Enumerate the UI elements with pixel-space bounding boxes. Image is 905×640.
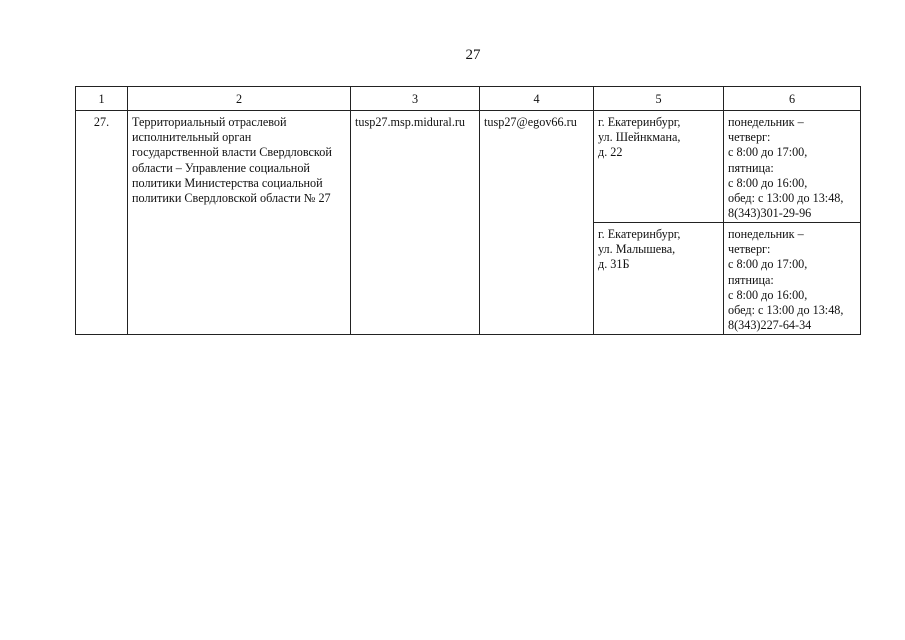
- column-header-2: 2: [128, 87, 351, 111]
- website-cell: tusp27.msp.midural.ru: [351, 111, 480, 335]
- organization-name: Территориальный отраслевой исполнительный орган государственной власти Свердловской области – Управление социальной политики Министерства социальной политики Свердловской области № 27: [128, 111, 351, 335]
- column-header-4: 4: [480, 87, 594, 111]
- schedule-cell-1: понедельник – четверг: с 8:00 до 17:00, пятница: с 8:00 до 16:00, обед: с 13:00 до 13:48, 8(343)301-29-96: [724, 111, 861, 223]
- table-row: [76, 111, 861, 223]
- address-cell-1: г. Екатеринбург, ул. Шейнкмана, д. 22: [594, 111, 724, 223]
- header-row: [76, 87, 861, 111]
- column-header-1: 1: [76, 87, 128, 111]
- institutions-table: [75, 86, 861, 335]
- email-cell: tusp27@egov66.ru: [480, 111, 594, 335]
- column-header-6: 6: [724, 87, 861, 111]
- address-cell-2: г. Екатеринбург, ул. Малышева, д. 31Б: [594, 223, 724, 335]
- column-header-5: 5: [594, 87, 724, 111]
- schedule-cell-2: понедельник – четверг: с 8:00 до 17:00, пятница: с 8:00 до 16:00, обед: с 13:00 до 13:48, 8(343)227-64-34: [724, 223, 861, 335]
- column-header-3: 3: [351, 87, 480, 111]
- page-number: 27: [465, 47, 481, 63]
- row-number: 27.: [76, 111, 128, 335]
